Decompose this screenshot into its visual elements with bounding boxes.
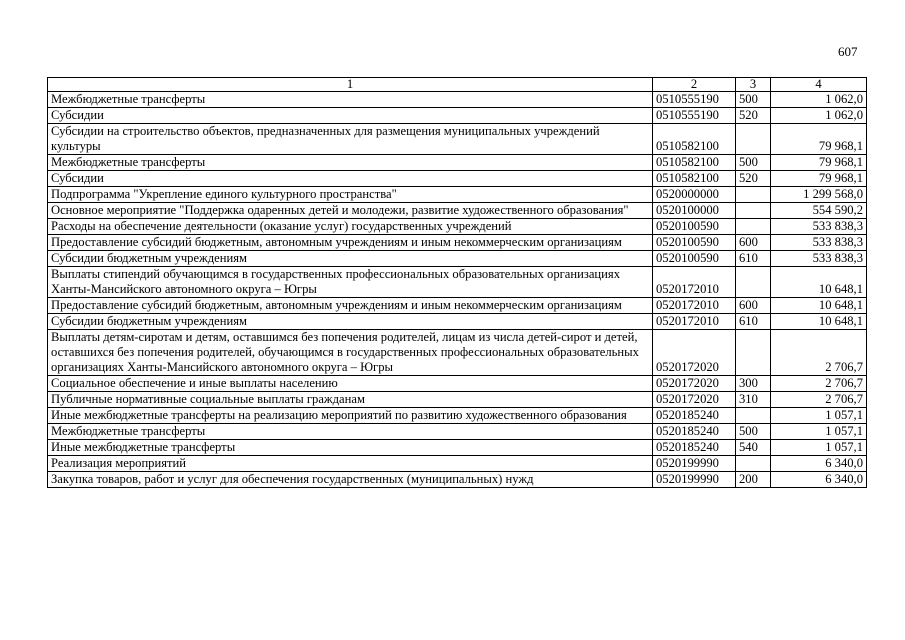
row-type-cell — [736, 219, 771, 235]
row-amount-cell: 554 590,2 — [771, 203, 867, 219]
row-code-cell: 0510582100 — [653, 155, 736, 171]
row-amount-cell: 6 340,0 — [771, 472, 867, 488]
row-name-cell: Социальное обеспечение и иные выплаты населению — [48, 376, 653, 392]
row-amount-cell: 1 057,1 — [771, 440, 867, 456]
row-amount-cell: 10 648,1 — [771, 267, 867, 298]
row-code-cell: 0510555190 — [653, 92, 736, 108]
table-row — [48, 472, 867, 488]
table-row — [48, 235, 867, 251]
table-row — [48, 314, 867, 330]
row-type-cell — [736, 456, 771, 472]
table-header-row — [48, 78, 867, 92]
row-amount-cell: 2 706,7 — [771, 392, 867, 408]
row-amount-cell: 1 062,0 — [771, 108, 867, 124]
row-code-cell: 0520185240 — [653, 408, 736, 424]
row-code-cell: 0520172020 — [653, 376, 736, 392]
row-amount-cell: 533 838,3 — [771, 235, 867, 251]
row-name-cell: Расходы на обеспечение деятельности (оказание услуг) государственных учреждений — [48, 219, 653, 235]
row-type-cell: 610 — [736, 314, 771, 330]
row-code-cell: 0520172020 — [653, 330, 736, 376]
row-type-cell — [736, 187, 771, 203]
row-amount-cell: 1 062,0 — [771, 92, 867, 108]
row-code-cell: 0520172020 — [653, 392, 736, 408]
row-name-cell: Публичные нормативные социальные выплаты гражданам — [48, 392, 653, 408]
row-type-cell: 520 — [736, 171, 771, 187]
table-row — [48, 376, 867, 392]
row-name-cell: Выплаты стипендий обучающимся в государственных профессиональных образовательных организациях Ханты-Мансийского автономного округа – Югры — [48, 267, 653, 298]
table-row — [48, 155, 867, 171]
row-type-cell — [736, 408, 771, 424]
table-row — [48, 187, 867, 203]
row-code-cell: 0520100590 — [653, 219, 736, 235]
budget-table — [47, 77, 867, 488]
row-name-cell: Подпрограмма "Укрепление единого культурного пространства" — [48, 187, 653, 203]
row-code-cell: 0520100000 — [653, 203, 736, 219]
row-type-cell: 600 — [736, 298, 771, 314]
row-type-cell: 200 — [736, 472, 771, 488]
row-code-cell: 0520199990 — [653, 456, 736, 472]
row-name-cell: Предоставление субсидий бюджетным, автономным учреждениям и иным некоммерческим организациям — [48, 235, 653, 251]
row-type-cell: 540 — [736, 440, 771, 456]
row-name-cell: Выплаты детям-сиротам и детям, оставшимся без попечения родителей, лицам из числа детей-сирот и детей, оставшихся без попечения родителей, обучающимся в государственных профессиональных образовательных организациях Ханты-Мансийского автономного округа – Югры — [48, 330, 653, 376]
row-type-cell: 500 — [736, 424, 771, 440]
row-amount-cell: 1 299 568,0 — [771, 187, 867, 203]
row-type-cell: 610 — [736, 251, 771, 267]
row-code-cell: 0520185240 — [653, 440, 736, 456]
row-amount-cell: 533 838,3 — [771, 251, 867, 267]
table-row — [48, 92, 867, 108]
row-type-cell: 500 — [736, 155, 771, 171]
page-number: 607 — [838, 44, 858, 59]
row-code-cell: 0520199990 — [653, 472, 736, 488]
table-row — [48, 456, 867, 472]
row-name-cell: Предоставление субсидий бюджетным, автономным учреждениям и иным некоммерческим организациям — [48, 298, 653, 314]
table-row — [48, 298, 867, 314]
row-code-cell: 0520100590 — [653, 235, 736, 251]
row-code-cell: 0510582100 — [653, 124, 736, 155]
row-name-cell: Межбюджетные трансферты — [48, 92, 653, 108]
row-code-cell: 0520172010 — [653, 298, 736, 314]
row-amount-cell: 533 838,3 — [771, 219, 867, 235]
row-amount-cell: 79 968,1 — [771, 171, 867, 187]
header-col-4: 4 — [771, 78, 867, 92]
table-row — [48, 108, 867, 124]
row-name-cell: Иные межбюджетные трансферты на реализацию мероприятий по развитию художественного образования — [48, 408, 653, 424]
row-amount-cell: 6 340,0 — [771, 456, 867, 472]
table-row — [48, 219, 867, 235]
row-type-cell: 300 — [736, 376, 771, 392]
row-type-cell: 600 — [736, 235, 771, 251]
header-col-1: 1 — [48, 78, 653, 92]
row-type-cell — [736, 267, 771, 298]
row-code-cell: 0520172010 — [653, 267, 736, 298]
row-name-cell: Субсидии бюджетным учреждениям — [48, 314, 653, 330]
row-name-cell: Субсидии на строительство объектов, предназначенных для размещения муниципальных учреждений культуры — [48, 124, 653, 155]
row-name-cell: Субсидии — [48, 171, 653, 187]
table-row — [48, 124, 867, 155]
row-amount-cell: 1 057,1 — [771, 408, 867, 424]
table-row — [48, 203, 867, 219]
table-row — [48, 330, 867, 376]
row-name-cell: Межбюджетные трансферты — [48, 424, 653, 440]
row-type-cell: 310 — [736, 392, 771, 408]
row-code-cell: 0520185240 — [653, 424, 736, 440]
table-row — [48, 408, 867, 424]
row-code-cell: 0510582100 — [653, 171, 736, 187]
row-type-cell — [736, 124, 771, 155]
row-name-cell: Субсидии — [48, 108, 653, 124]
row-code-cell: 0510555190 — [653, 108, 736, 124]
row-code-cell: 0520000000 — [653, 187, 736, 203]
row-amount-cell: 2 706,7 — [771, 330, 867, 376]
row-type-cell: 520 — [736, 108, 771, 124]
row-name-cell: Межбюджетные трансферты — [48, 155, 653, 171]
table-row — [48, 251, 867, 267]
table-row — [48, 171, 867, 187]
row-name-cell: Реализация мероприятий — [48, 456, 653, 472]
row-amount-cell: 79 968,1 — [771, 124, 867, 155]
row-amount-cell: 79 968,1 — [771, 155, 867, 171]
table-row — [48, 440, 867, 456]
table-row — [48, 424, 867, 440]
header-col-2: 2 — [653, 78, 736, 92]
row-amount-cell: 10 648,1 — [771, 314, 867, 330]
row-code-cell: 0520172010 — [653, 314, 736, 330]
row-type-cell — [736, 330, 771, 376]
row-code-cell: 0520100590 — [653, 251, 736, 267]
row-type-cell: 500 — [736, 92, 771, 108]
row-amount-cell: 10 648,1 — [771, 298, 867, 314]
header-col-3: 3 — [736, 78, 771, 92]
row-name-cell: Основное мероприятие "Поддержка одаренных детей и молодежи, развитие художественного образования" — [48, 203, 653, 219]
row-type-cell — [736, 203, 771, 219]
row-amount-cell: 2 706,7 — [771, 376, 867, 392]
row-name-cell: Субсидии бюджетным учреждениям — [48, 251, 653, 267]
row-name-cell: Закупка товаров, работ и услуг для обеспечения государственных (муниципальных) нужд — [48, 472, 653, 488]
table-row — [48, 392, 867, 408]
row-name-cell: Иные межбюджетные трансферты — [48, 440, 653, 456]
row-amount-cell: 1 057,1 — [771, 424, 867, 440]
table-row — [48, 267, 867, 298]
